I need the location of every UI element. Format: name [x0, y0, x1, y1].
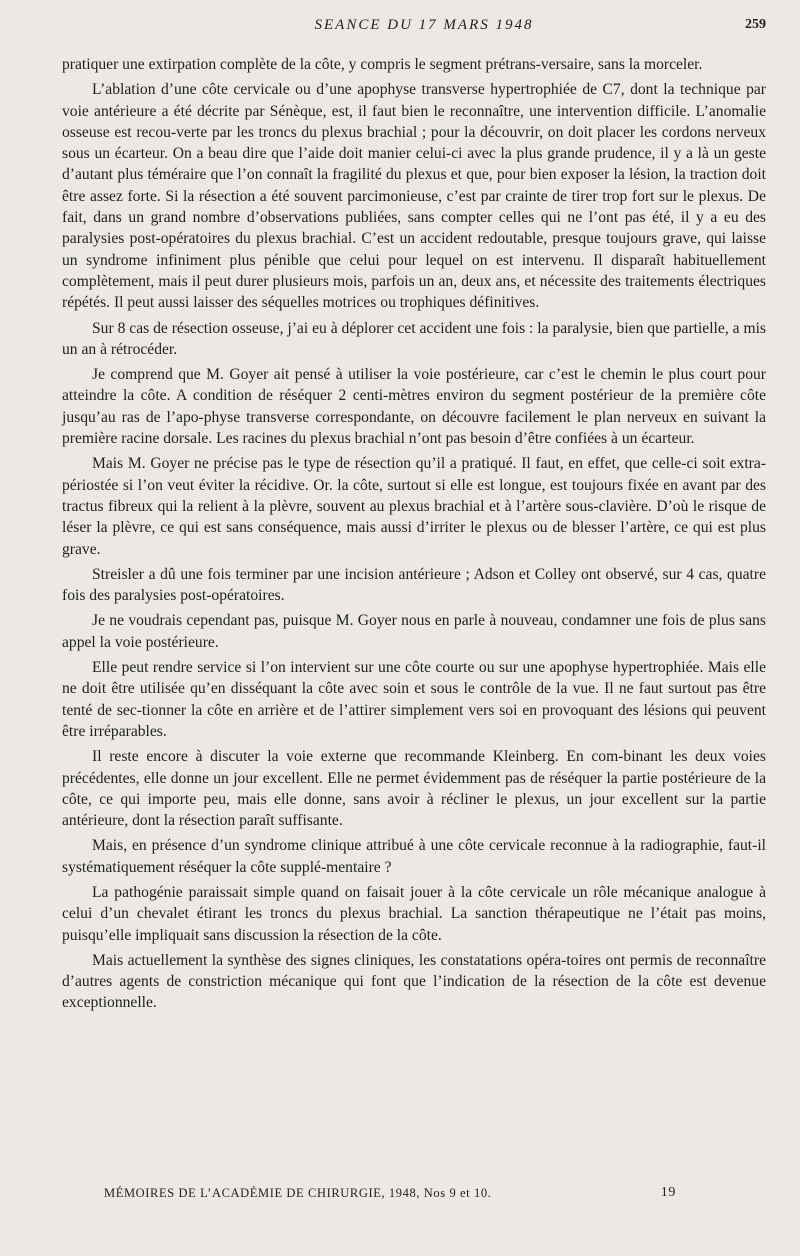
- paragraph-6: Streisler a dû une fois terminer par une incision antérieure ; Adson et Colley ont observé, sur 4 cas, quatre fois des paralysies post-opératoires.: [62, 565, 766, 605]
- journal-citation: MÉMOIRES DE L’ACADÉMIE DE CHIRURGIE, 1948, Nos 9 et 10.: [104, 1186, 492, 1200]
- running-title: SEANCE DU 17 MARS 1948: [314, 17, 534, 33]
- paragraph-5: Mais M. Goyer ne précise pas le type de résection qu’il a pratiqué. Il faut, en effet, que celle-ci soit extra-périostée si l’on veut éviter la récidive. Or. la côte, surtout si elle est longue, est toujours fixée en avant par des tractus fibreux qui la relient à la plèvre, souvent au plexus brachial et à l’artère sous-clavière. D’où le risque de léser la plèvre, ce qui est sans conséquence, mais aussi d’irriter le plexus ou de blesser l’artère, ce qui est plus grave.: [62, 455, 766, 558]
- paragraph-8: Elle peut rendre service si l’on intervient sur une côte courte ou sur une apophyse hypertrophiée. Mais elle ne doit être utilisée qu’en disséquant la côte avec soin et sous le contrôle de la vue. Il ne faut surtout pas être tenté de sec-tionner la côte en arrière et de l’attirer simplement vers soi en provoquant des lésions qui peuvent être irréparables.: [62, 659, 766, 740]
- signature-mark: 19: [660, 1185, 676, 1200]
- paragraph-9: Il reste encore à discuter la voie externe que recommande Kleinberg. En com-binant les deux voies précédentes, elle donne un jour excellent. Elle ne permet évidemment pas de réséquer la partie postérieure de la côte, ce qui importe peu, mais elle donne, sans avoir à récliner le plexus, un jour excellent sur la partie antérieure, dont la résection paraît suffisante.: [62, 748, 766, 830]
- paragraph-3: Sur 8 cas de résection osseuse, j’ai eu à déplorer cet accident une fois : la paralysie, bien que partielle, a mis un an à rétrocéder.: [62, 319, 766, 358]
- paragraph-7: Je ne voudrais cependant pas, puisque M. Goyer nous en parle à nouveau, condamner une fois de plus sans appel la voie postérieure.: [62, 612, 766, 651]
- paragraph-4: Je comprend que M. Goyer ait pensé à utiliser la voie postérieure, car c’est le chemin le plus court pour atteindre la côte. A condition de réséquer 2 centi-mètres environ du segment postérieur de la première côte jusqu’au ras de l’apo-physe transverse correspondante, on découvre facilement le plan nerveux en suivant la première racine dorsale. Les racines du plexus brachial n’ont pas besoin d’être confiées à un écarteur.: [62, 366, 766, 448]
- body-text: [62, 54, 766, 1018]
- running-header: [62, 17, 766, 39]
- page-number: 259: [745, 17, 766, 32]
- paragraph-11: La pathogénie paraissait simple quand on faisait jouer à la côte cervicale un rôle mécanique analogue à celui d’un chevalet étirant les troncs du plexus brachial. La sanction thérapeutique ne l’était pas moins, puisqu’elle impliquait sans discussion la résection de la côte.: [62, 883, 766, 944]
- paragraph-10: Mais, en présence d’un syndrome clinique attribué à une côte cervicale reconnue à la radiographie, faut-il systématiquement réséquer la côte supplé-mentaire ?: [62, 837, 766, 876]
- paragraph-1: pratiquer une extirpation complète de la côte, y compris le segment prétrans-versaire, sans la morceler.: [62, 56, 703, 73]
- paragraph-2: L’ablation d’une côte cervicale ou d’une apophyse transverse hypertrophiée de C7, dont la technique par voie antérieure a été décrite par Sénèque, est, il faut bien le reconnaître, une intervention difficile. L’anomalie osseuse est recou-verte par les troncs du plexus brachial ; pour la découvrir, on doit placer les cordons nerveux sous un écarteur. On a beau dire que l’aide doit manier celui-ci avec la plus grande prudence, il y a là un geste d’autant plus téméraire que l’on connaît la fragilité du plexus et que, pour bien exposer la lésion, la traction doit être assez forte. Si la résection a été souvent parcimonieuse, c’est par crainte de tirer trop fort sur le plexus. De fait, dans un grand nombre d’observations publiées, sans compter celles qui ne l’ont pas été, il y a eu des paralysies post-opératoires du plexus brachial. C’est un accident redoutable, presque toujours grave, qui laisse un syndrome infiniment plus pénible que celui pour lequel on est intervenu. Il disparaît habituellement complètement, mais il peut durer plusieurs mois, parfois un an, deux ans, et nécessite des traitements électriques répétés. Il peut aussi laisser des séquelles motrices ou trophiques définitives.: [62, 81, 766, 312]
- paragraph-12: Mais actuellement la synthèse des signes cliniques, les constatations opéra-toires ont permis de reconnaître d’autres agents de constriction mécanique qui font que l’indication de la résection de la côte est devenue exceptionnelle.: [62, 951, 766, 1012]
